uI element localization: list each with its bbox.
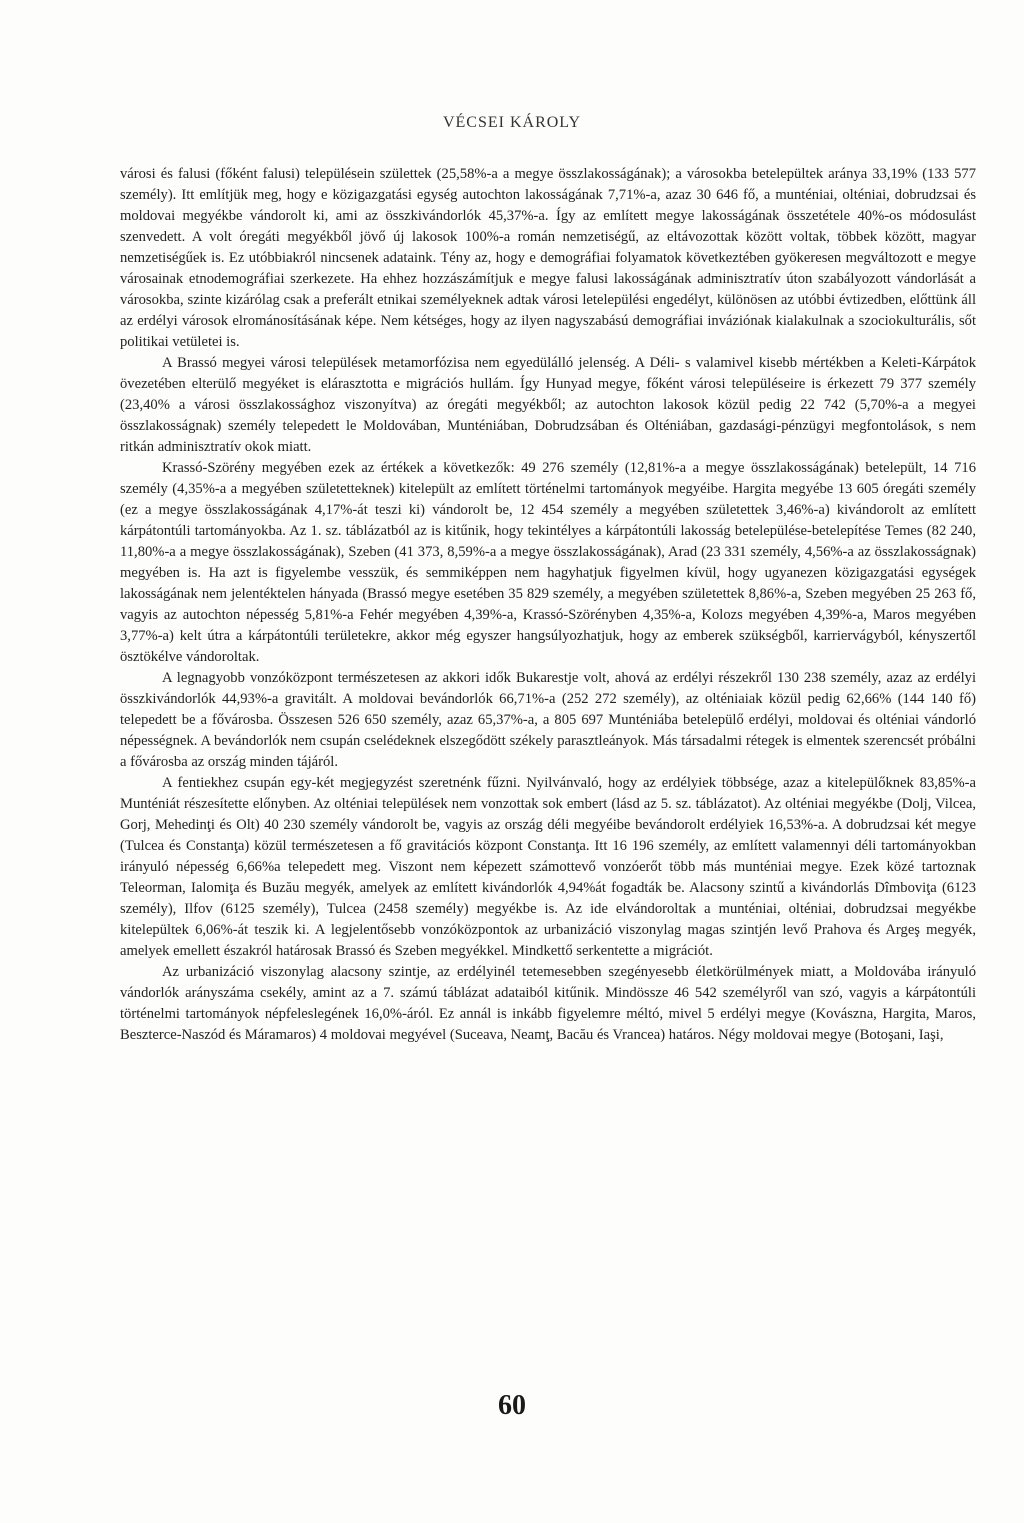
- paragraph-5: A fentiekhez csupán egy-két megjegyzést szeretnénk fűzni. Nyilvánvaló, hogy az erdélyiek többsége, azaz a kitelepülőknek 83,85%-a Munténiát részesítette előnyben. Az olténiai települések nem vonzottak sok embert (lásd az 5. sz. táblázatot). Az olténiai megyékbe (Dolj, Vilcea, Gorj, Mehedinţi és Olt) 40 230 személy vándorolt be, vagyis az ország déli megyéibe bevándorolt erdélyiek 16,53%-a. A dobrudzsai két megye (Tulcea és Constanţa) közül természetesen a fő gravitációs központ Constanţa. Itt 16 196 személy, az említett valamennyi déli tartományokban irányuló népesség 6,66%a telepedett meg. Viszont nem képezett számottevő vonzóerőt több más munténiai megye. Ezek közé tartoznak Teleorman, Ialomiţa és Buzău megyék, amelyek az említett kivándorlók 4,94%át fogadták be. Alacsony szintű a kivándorlás Dîmboviţa (6123 személy), Ilfov (6125 személy), Tulcea (2458 személy) megyékbe is. Az ide elvándoroltak a munténiai, olténiai, dobrudzsai megyékbe kitelepültek 6,06%-át teszik ki. A legjelentősebb vonzóközpontok az urbanizáció viszonylag magas szintjén levő Prahova és Argeş megyék, amelyek emellett északról határosak Brassó és Szeben megyékkel. Mindkettő serkentette a migrációt.: [120, 775, 976, 959]
- paragraph-3: Krassó-Szörény megyében ezek az értékek a következők: 49 276 személy (12,81%-a a megye összlakosságának) betelepült, 14 716 személy (4,35%-a a megyében születetteknek) kitelepült az említett történelmi tartományok megyéibe. Hargita megyébe 13 605 óregáti személy (ez a megye összlakosságának 4,17%-át teszi ki) vándorolt be, 12 454 személy a megyében születettek 3,46%-a) kivándorolt az említett kárpátontúli tartományokba. Az 1. sz. táblázatból az is kitűnik, hogy tekintélyes a kárpátontúli lakosság betelepülése-betelepítése Temes (82 240, 11,80%-a a megye összlakosságának), Szeben (41 373, 8,59%-a a megye összlakosságának), Arad (23 331 személy, 4,56%-a az összlakosságnak) megyében is. Ha azt is figyelembe vesszük, és semmiképpen nem hagyhatjuk figyelmen kívül, hogy ugyanezen közigazgatási egységek lakosságának nem jelentéktelen hányada (Brassó megye esetében 35 829 személy, a megyében születettek 8,86%-a, Szeben megyében 25 263 fő, vagyis az autochton népesség 5,81%-a Fehér megyében 4,39%-a, Krassó-Szörényben 4,35%-a, Kolozs megyében 4,39%-a, Maros megyében 3,77%-a) kelt útra a kárpátontúli területekre, akkor még egyszer hangsúlyozhatjuk, hogy az emberek szükségből, karriervágyból, kényszertől ösztökélve vándoroltak.: [120, 460, 976, 665]
- page-number: 60: [498, 1390, 526, 1421]
- paragraph-2: A Brassó megyei városi települések metamorfózisa nem egyedülálló jelenség. A Déli- s valamivel kisebb mértékben a Keleti-Kárpátok övezetében elterülő megyéket is elárasztotta e migrációs hullám. Így Hunyad megye, főként városi településeire is érkezett 79 377 személy (23,40% a városi összlakossághoz viszonyítva) az óregáti megyékből; az autochton lakosok közül pedig 22 742 (5,70%-a a megyei összlakosságnak) személy telepedett le Moldovában, Munténiában, Dobrudzsában és Olténiában, gazdasági-pénzügyi megfontolások, s nem ritkán adminisztratív okok miatt.: [120, 355, 976, 455]
- paragraph-1: városi és falusi (főként falusi) településein születtek (25,58%-a a megye összlakosságának); a városokba betelepültek aránya 33,19% (133 577 személy). Itt említjük meg, hogy e közigazgatási egység autochton lakosságának 7,71%-a, azaz 30 646 fő, a munténiai, olténiai, dobrudzsai és moldovai megyékbe vándorolt ki, ami az összkivándorlók 45,37%-a. Így az említett megye lakosságának összetétele 40%-os módosulást szenvedett. A volt óregáti megyékből jövő új lakosok 100%-a román nemzetiségű, az eltávozottak között voltak, többek között, magyar nemzetiségűek is. Ez utóbbiakról nincsenek adataink. Tény az, hogy e demográfiai folyamatok következtében gyökeresen megváltozott e megye városainak etnodemográfiai szerkezete. Ha ehhez hozzászámítjuk e megye falusi lakosságának adminisztratív úton szabályozott vándorlását a városokba, szinte kizárólag csak a preferált etnikai személyeknek adtak városi letelepülési engedélyt, különösen az utóbbi évtizedben, előttünk áll az erdélyi városok elrománosításának képe. Nem kétséges, hogy az ilyen nagyszabású demográfiai inváziónak kialakulnak a szociokulturális, sőt politikai vetületei is.: [120, 166, 976, 350]
- paragraph-4: A legnagyobb vonzóközpont természetesen az akkori idők Bukarestje volt, ahová az erdélyi részekről 130 238 személy, azaz az erdélyi összkivándorlók 44,93%-a gravitált. A moldovai bevándorlók 66,71%-a (252 272 személy), az olténiaiak közül pedig 62,66% (144 140 fő) telepedett be a fővárosba. Összesen 526 650 személy, azaz 65,37%-a, a 805 697 Munténiába betelepülő erdélyi, moldovai és olténiai vándorló népességnek. A bevándorlók nem csupán cselédeknek elszegődött székely parasztleányok. Más társadalmi rétegek is elmentek szerencsét próbálni a fővárosba az ország minden tájáról.: [120, 670, 976, 770]
- paragraph-6: Az urbanizáció viszonylag alacsony szintje, az erdélyinél tetemesebben szegényesebb életkörülmények miatt, a Moldovába irányuló vándorlók arányszáma csekély, amint az a 7. számú táblázat adataiból kitűnik. Mindössze 46 542 személyről van szó, vagyis a kárpátontúli történelmi tartományok népfeleslegének 16,0%-áról. Ez annál is inkább figyelemre méltó, mivel 5 erdélyi megye (Kovászna, Hargita, Maros, Beszterce-Naszód és Máramaros) 4 moldovai megyével (Suceava, Neamţ, Bacău és Vrancea) határos. Négy moldovai megye (Botoşani, Iaşi,: [120, 964, 976, 1043]
- body-text: [120, 164, 976, 1046]
- running-header: VÉCSEI KÁROLY: [442, 114, 582, 131]
